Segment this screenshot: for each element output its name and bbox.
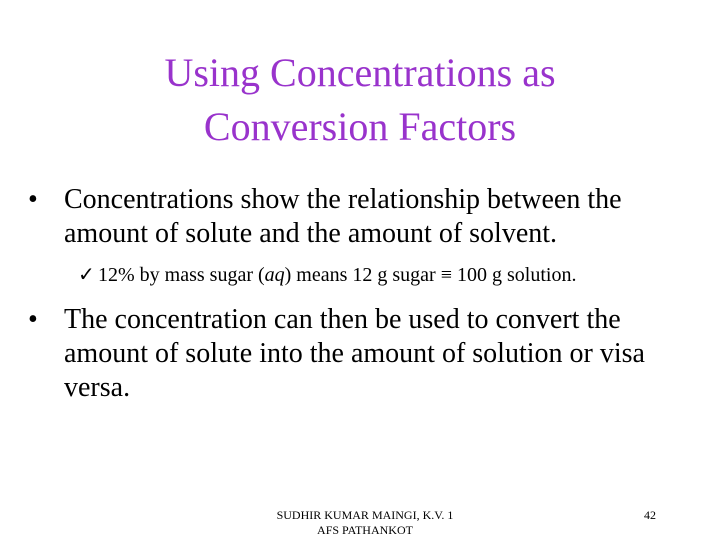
bullet-text: The concentration can then be used to convert the amount of solute into the amount of solution or visa versa. <box>64 304 645 403</box>
bullet-icon: • <box>28 184 38 215</box>
footer-line-2: AFS PATHANKOT <box>317 523 413 537</box>
bullet-icon: • <box>28 304 38 335</box>
bullet-text: Concentrations show the relationship between the amount of solute and the amount of solvent. <box>64 184 622 249</box>
footer-line-1: SUDHIR KUMAR MAINGI, K.V. 1 <box>276 508 454 522</box>
bullet-item-concentrations <box>28 183 688 251</box>
sub-bullet-italic: aq <box>264 264 285 286</box>
sub-bullet-text-end: ) means 12 g sugar ≡ 100 g solution. <box>284 264 577 286</box>
bullet-item-conversion <box>28 303 688 405</box>
title-line-2: Conversion Factors <box>203 104 517 149</box>
page-number: 42 <box>644 508 656 522</box>
footer-author <box>240 508 490 538</box>
slide-title <box>60 46 660 154</box>
sub-bullet-example <box>78 262 698 288</box>
title-line-1: Using Concentrations as <box>164 50 556 95</box>
sub-bullet-text-start: 12% by mass sugar ( <box>98 264 265 286</box>
check-icon: ✓ <box>78 264 95 286</box>
